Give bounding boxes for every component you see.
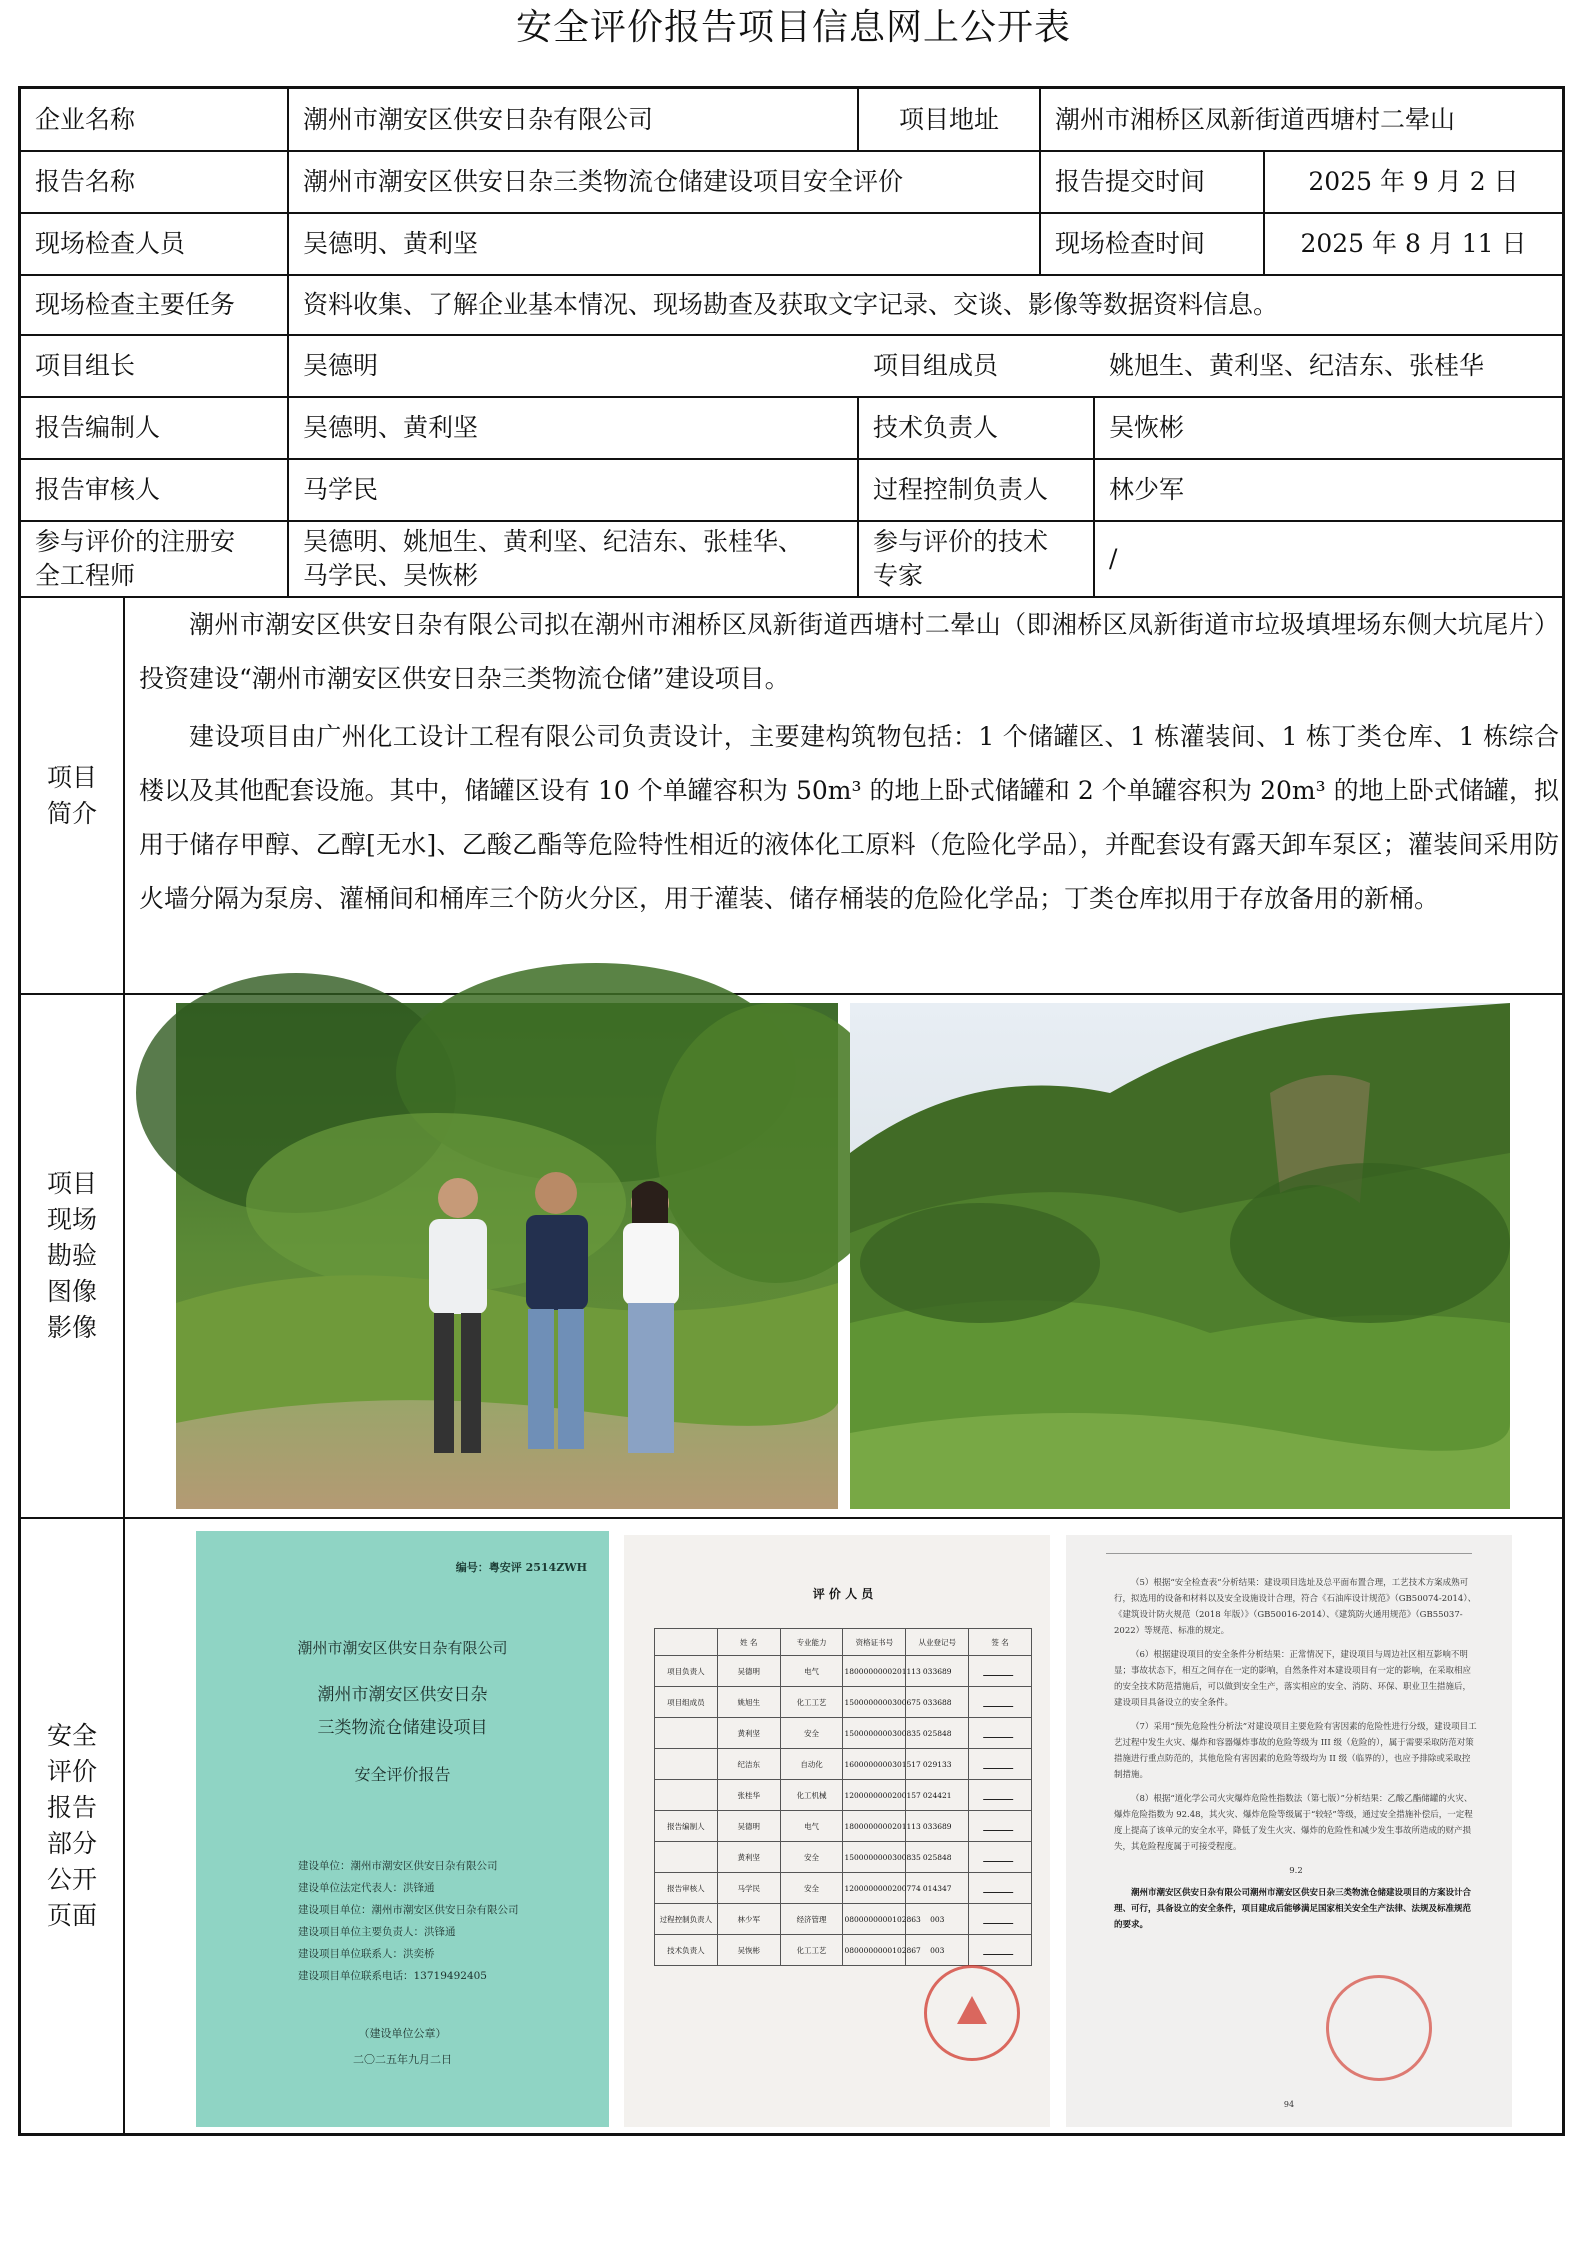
- label-char: 评价: [46, 1757, 97, 1786]
- table-cell: 033689: [906, 1811, 969, 1842]
- evaluators-column-header: 专业能力: [780, 1629, 843, 1656]
- signature-icon: [983, 1696, 1017, 1707]
- table-cell: 电气: [780, 1656, 843, 1687]
- cover-info-line: 建设项目单位联系电话：13719492405: [298, 1970, 487, 1982]
- process-control-value: 林少军: [1109, 475, 1185, 504]
- submit-time-label: 报告提交时间: [1055, 167, 1206, 196]
- reviewer-value: 马学民: [303, 475, 379, 504]
- table-cell: 1800000000201113: [843, 1656, 906, 1687]
- table-cell: 1500000000300675: [843, 1687, 906, 1718]
- signature-icon: [983, 1820, 1017, 1831]
- tech-lead-label: 技术负责人: [873, 413, 999, 442]
- conclusion-paragraph: （7）采用“预先危险性分析法”对建设项目主要危险有害因素的危险性进行分级，建设项目工艺过程中发生火灾、爆炸和容器爆炸事故的危险等级为 III 级（危险的），属于需要采取防范对策措施进行重点防范的，其他危险有害因素的危险等级均为 II 级（临界的），也应予排除或采取控制措施。: [1114, 1722, 1477, 1780]
- cover-seal-note: （建设单位公章）: [358, 2027, 447, 2040]
- project-intro: [139, 598, 1559, 988]
- table-row: [655, 1904, 1032, 1935]
- signature-icon: [983, 1789, 1017, 1800]
- process-control-label: 过程控制负责人: [873, 475, 1049, 504]
- engineers-value-line: 马学民、吴恢彬: [303, 561, 479, 590]
- table-cell: 化工机械: [780, 1780, 843, 1811]
- intro-label-line: 项目: [46, 762, 97, 792]
- evaluators-column-header: 从业登记号: [906, 1629, 969, 1656]
- table-cell: [969, 1873, 1032, 1904]
- label-char: 图像: [46, 1277, 97, 1306]
- report-evaluators-page: [624, 1535, 1050, 2127]
- page-title: 安全评价报告项目信息网上公开表: [515, 7, 1071, 48]
- engineers-label: [21, 522, 287, 596]
- company-value: 潮州市潮安区供安日杂有限公司: [303, 104, 654, 134]
- table-cell: 1500000000300835: [843, 1842, 906, 1873]
- table-cell: 安全: [780, 1873, 843, 1904]
- grid-line: [21, 1517, 1562, 1519]
- table-cell: [969, 1780, 1032, 1811]
- table-cell: 1600000000301517: [843, 1749, 906, 1780]
- table-cell: 报告编制人: [655, 1811, 718, 1842]
- label-char: 影像: [46, 1313, 97, 1342]
- site-photo-people: [176, 1003, 838, 1509]
- table-cell: 033688: [906, 1687, 969, 1718]
- table-cell: 经济管理: [780, 1904, 843, 1935]
- address-value: 潮州市湘桥区凤新街道西塘村二晕山: [1055, 104, 1456, 134]
- experts-label-line: 参与评价的技术: [873, 527, 1049, 556]
- table-cell: [969, 1935, 1032, 1966]
- task-value: 资料收集、了解企业基本情况、现场勘查及获取文字记录、交谈、影像等数据资料信息。: [303, 290, 1279, 319]
- table-row: [655, 1935, 1032, 1966]
- label-char: 报告: [46, 1793, 97, 1822]
- author-label: 报告编制人: [35, 413, 161, 442]
- conclusion-paragraph: （8）根据“道化学公司火灾爆炸危险性指数法（第七版）”分析结果：乙酸乙酯储罐的火灾、爆炸危险指数为 92.48，其火灾、爆炸危险等级属于“较轻”等级，通过安全措施补偿后，一定程度上提高了该单元的安全水平，降低了发生火灾、爆炸的危险性和减少发生事故所造成的财产损失，其危险程度属于可接受程度。: [1114, 1794, 1473, 1852]
- table-cell: 黄利坚: [717, 1718, 780, 1749]
- cover-project-line: 三类物流仓储建设项目: [317, 1718, 488, 1738]
- label-char: 部分: [46, 1829, 97, 1858]
- conclusion-paragraph: 潮州市潮安区供安日杂有限公司潮州市潮安区供安日杂三类物流仓储建设项目的方案设计合理、可行，具备设立的安全条件，项目建成后能够满足国家相关安全生产法律、法规及标准规范的要求。: [1114, 1888, 1472, 1930]
- signature-icon: [983, 1758, 1017, 1769]
- signature-icon: [983, 1882, 1017, 1893]
- report-name-value: 潮州市潮安区供安日杂三类物流仓储建设项目安全评价: [303, 167, 904, 196]
- conclusion-paragraph: （5）根据“安全检查表”分析结果：建设项目选址及总平面布置合理，工艺技术方案成熟可行，拟选用的设备和材料以及安全设施设计合理，符合《石油库设计规范》（GB50074-2014）、《建筑设计防火规范（2018 年版）》（GB50016-2014）、《建筑防火通用规范》（GB55037-2022）等规范、标准的规定。: [1114, 1578, 1477, 1636]
- signature-icon: [983, 1665, 1017, 1676]
- signature-icon: [983, 1727, 1017, 1738]
- evaluators-heading: 评 价 人 员: [812, 1587, 874, 1601]
- table-cell: 003: [906, 1904, 969, 1935]
- experts-value: /: [1109, 544, 1118, 573]
- evaluators-column-header: [655, 1629, 718, 1656]
- label-char: 勘验: [46, 1241, 97, 1270]
- table-cell: 024421: [906, 1780, 969, 1811]
- table-cell: [969, 1842, 1032, 1873]
- table-cell: 马学民: [717, 1873, 780, 1904]
- table-cell: 安全: [780, 1718, 843, 1749]
- table-row: [655, 1749, 1032, 1780]
- table-cell: 化工工艺: [780, 1935, 843, 1966]
- table-cell: [969, 1718, 1032, 1749]
- grid-line: [123, 596, 125, 2133]
- table-cell: 过程控制负责人: [655, 1904, 718, 1935]
- cover-info-line: 建设项目单位主要负责人：洪锋通: [298, 1926, 456, 1938]
- cover-doc-type: 安全评价报告: [354, 1765, 451, 1784]
- report-cover-page: [196, 1531, 609, 2127]
- cover-info-line: 建设单位法定代表人：洪锋通: [298, 1882, 435, 1894]
- evaluators-column-header: 姓 名: [717, 1629, 780, 1656]
- table-cell: 1200000000200774: [843, 1873, 906, 1904]
- leader-label: 项目组长: [35, 351, 136, 380]
- table-cell: [655, 1842, 718, 1873]
- inspect-time-value: 2025 年 8 月 11 日: [1300, 229, 1527, 258]
- intro-label: [21, 598, 123, 993]
- cover-company: 潮州市潮安区供安日杂有限公司: [297, 1639, 508, 1657]
- table-cell: [655, 1718, 718, 1749]
- table-cell: 电气: [780, 1811, 843, 1842]
- table-cell: 025848: [906, 1718, 969, 1749]
- tech-lead-value: 吴恢彬: [1109, 413, 1185, 442]
- table-cell: [969, 1687, 1032, 1718]
- label-char: 安全: [46, 1721, 97, 1750]
- intro-paragraph: 潮州市潮安区供安日杂有限公司拟在潮州市湘桥区凤新街道西塘村二晕山（即湘桥区凤新街道市垃圾填埋场东侧大坑尾片）投资建设“潮州市潮安区供安日杂三类物流仓储”建设项目。: [139, 610, 1559, 693]
- table-cell: 1500000000300835: [843, 1718, 906, 1749]
- table-cell: 姚旭生: [717, 1687, 780, 1718]
- table-row: [655, 1656, 1032, 1687]
- label-char: 公开: [46, 1865, 97, 1894]
- label-char: 项目: [46, 1169, 97, 1198]
- signature-icon: [983, 1851, 1017, 1862]
- table-cell: [969, 1811, 1032, 1842]
- table-cell: 029133: [906, 1749, 969, 1780]
- engineers-value: [289, 522, 857, 596]
- table-cell: 项目组成员: [655, 1687, 718, 1718]
- table-cell: 技术负责人: [655, 1935, 718, 1966]
- signature-icon: [983, 1944, 1017, 1955]
- disclosure-table: [18, 86, 1565, 2136]
- table-cell: 林少军: [717, 1904, 780, 1935]
- members-label: 项目组成员: [873, 351, 999, 380]
- cover-info-line: 建设项目单位联系人：洪奕桥: [298, 1948, 435, 1960]
- engineers-label-line: 参与评价的注册安: [35, 527, 236, 556]
- table-cell: 0800000000102867: [843, 1935, 906, 1966]
- site-photos-label: [21, 995, 123, 1517]
- leader-value: 吴德明: [303, 351, 379, 380]
- table-cell: 吴德明: [717, 1811, 780, 1842]
- company-seal-icon: [924, 1965, 1020, 2061]
- inspectors-label: 现场检查人员: [35, 229, 186, 258]
- submit-time-value: 2025 年 9 月 2 日: [1308, 167, 1519, 196]
- cover-date: 二〇二五年九月二日: [353, 2053, 452, 2066]
- table-cell: 003: [906, 1935, 969, 1966]
- evaluators-column-header: 签 名: [969, 1629, 1032, 1656]
- cover-serial: 编号：粤安评 2514ZWH: [455, 1561, 587, 1574]
- inspect-time-label: 现场检查时间: [1055, 229, 1206, 258]
- table-cell: 报告审核人: [655, 1873, 718, 1904]
- page-number: 94: [1283, 2100, 1295, 2109]
- table-cell: 014347: [906, 1873, 969, 1904]
- signature-icon: [983, 1913, 1017, 1924]
- table-row: [655, 1687, 1032, 1718]
- table-cell: 吴德明: [717, 1656, 780, 1687]
- table-cell: 项目负责人: [655, 1656, 718, 1687]
- table-cell: [969, 1749, 1032, 1780]
- conclusion-paragraph: （6）根据建设项目的安全条件分析结果：正常情况下，建设项目与周边社区相互影响不明显；事故状态下，相互之间存在一定的影响，自然条件对本建设项目有一定的影响，在采取相应的安全技术防范措施后，可以做到安全生产，落实相应的安全、消防、环保、职业卫生措施后，建设项目具备设立的安全条件。: [1114, 1650, 1472, 1708]
- evaluators-table: [654, 1628, 1032, 1966]
- table-cell: 1200000000200157: [843, 1780, 906, 1811]
- header-rule: [1106, 1553, 1472, 1554]
- table-cell: 1800000000201113: [843, 1811, 906, 1842]
- intro-paragraph: 建设项目由广州化工设计工程有限公司负责设计，主要建构筑物包括：1 个储罐区、1 栋灌装间、1 栋丁类仓库、1 栋综合楼以及其他配套设施。其中，储罐区设有 10 个单罐容积为 50m³ 的地上卧式储罐和 2 个单罐容积为 20m³ 的地上卧式储罐，拟用于储存甲醇、乙醇[无水]、乙酸乙酯等危险特性相近的液体化工原料（危险化学品），并配套设有露天卸车泵区；灌装间采用防火墙分隔为泵房、灌桶间和桶库三个防火分区，用于灌装、储存桶装的危险化学品；丁类仓库拟用于存放备用的新桶。: [139, 722, 1559, 913]
- company-label: 企业名称: [35, 104, 136, 134]
- table-cell: [655, 1749, 718, 1780]
- inspectors-value: 吴德明、黄利坚: [303, 229, 479, 258]
- table-cell: 纪洁东: [717, 1749, 780, 1780]
- table-cell: [969, 1904, 1032, 1935]
- table-cell: 张桂华: [717, 1780, 780, 1811]
- cover-info-line: 建设项目单位：潮州市潮安区供安日杂有限公司: [298, 1904, 519, 1916]
- table-cell: 0800000000102863: [843, 1904, 906, 1935]
- report-pages-label: [21, 1519, 123, 2133]
- label-char: 现场: [46, 1205, 97, 1234]
- reviewer-label: 报告审核人: [35, 475, 161, 504]
- cover-project-line: 潮州市潮安区供安日杂: [317, 1685, 488, 1705]
- table-cell: 吴恢彬: [717, 1935, 780, 1966]
- task-label: 现场检查主要任务: [35, 290, 236, 319]
- label-char: 页面: [46, 1901, 97, 1930]
- company-seal-icon: [1326, 1975, 1432, 2081]
- table-row: [655, 1718, 1032, 1749]
- table-row: [655, 1811, 1032, 1842]
- report-name-label: 报告名称: [35, 167, 136, 196]
- experts-label: [859, 522, 1093, 596]
- evaluators-column-header: 资格证书号: [843, 1629, 906, 1656]
- table-cell: [969, 1656, 1032, 1687]
- table-cell: 化工工艺: [780, 1687, 843, 1718]
- intro-label-line: 简介: [46, 798, 97, 828]
- engineers-label-line: 全工程师: [35, 561, 136, 590]
- author-value: 吴德明、黄利坚: [303, 413, 479, 442]
- table-row: [655, 1873, 1032, 1904]
- address-label: 项目地址: [898, 104, 999, 134]
- cover-info-line: 建设单位：潮州市潮安区供安日杂有限公司: [298, 1860, 498, 1872]
- site-photo-terrain: [850, 1003, 1510, 1509]
- table-cell: 025848: [906, 1842, 969, 1873]
- members-value: 姚旭生、黄利坚、纪洁东、张桂华: [1109, 351, 1485, 380]
- table-row: [655, 1842, 1032, 1873]
- table-cell: 自动化: [780, 1749, 843, 1780]
- table-cell: 黄利坚: [717, 1842, 780, 1873]
- engineers-value-line: 吴德明、姚旭生、黄利坚、纪洁东、张桂华、: [303, 527, 804, 556]
- cover-info: [218, 1855, 587, 1987]
- table-cell: 安全: [780, 1842, 843, 1873]
- report-conclusion-page: [1066, 1535, 1512, 2127]
- table-cell: [655, 1780, 718, 1811]
- section-number: 9.2: [1289, 1866, 1303, 1876]
- experts-label-line: 专家: [873, 561, 924, 590]
- table-cell: 033689: [906, 1656, 969, 1687]
- table-row: [655, 1780, 1032, 1811]
